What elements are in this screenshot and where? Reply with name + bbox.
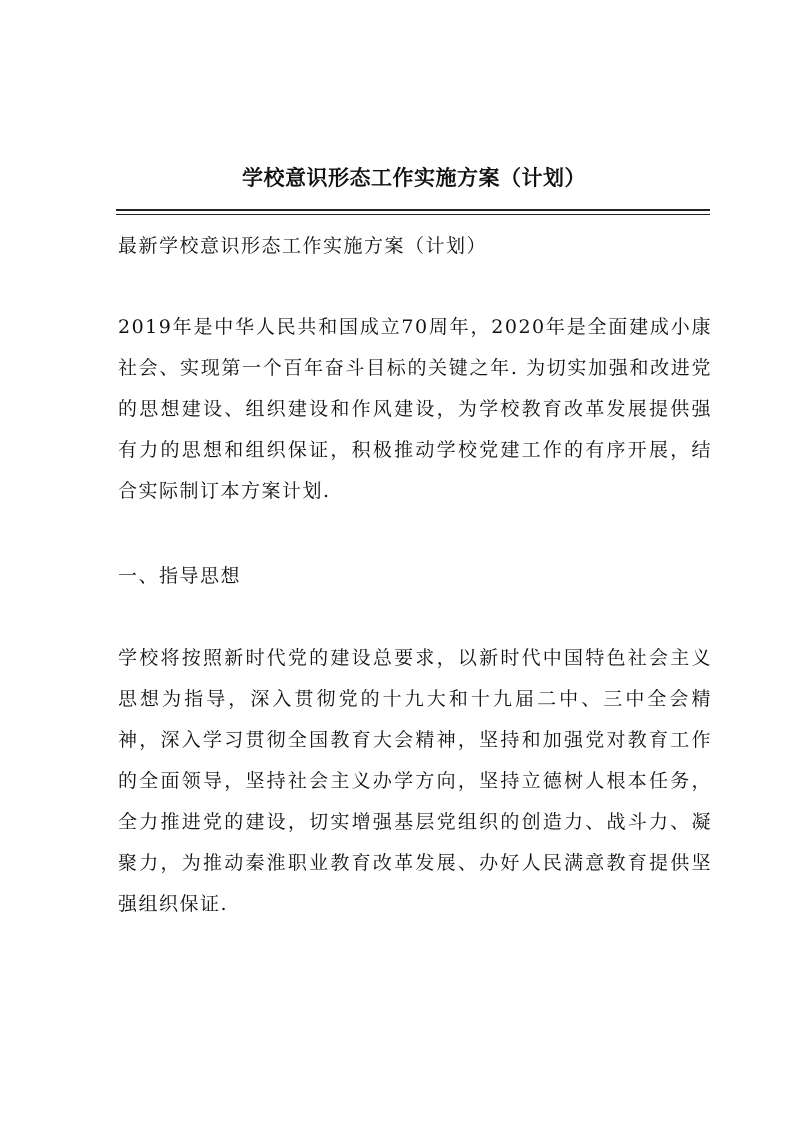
- document-subtitle: 最新学校意识形态工作实施方案（计划）: [118, 235, 488, 257]
- section-heading-guiding-ideology: 一、指导思想: [118, 565, 242, 587]
- intro-paragraph: 2019年是中华人民共和国成立70周年，2020年是全面建成小康社会、实现第一个百年奋斗目标的关键之年. 为切实加强和改进党的思想建设、组织建设和作风建设，为学校教育改革发展提供强有力的思想和组织保证，积极推动学校党建工作的有序开展，结合实际制订本方案计划.: [118, 316, 712, 502]
- document-title: 学校意识形态工作实施方案（计划）: [242, 165, 586, 190]
- title-divider: [116, 209, 710, 211]
- guiding-ideology-paragraph: 学校将按照新时代党的建设总要求，以新时代中国特色社会主义思想为指导，深入贯彻党的十九大和十九届二中、三中全会精神，深入学习贯彻全国教育大会精神，坚持和加强党对教育工作的全面领导，坚持社会主义办学方向，坚持立德树人根本任务，全力推进党的建设，切实增强基层党组织的创造力、战斗力、凝聚力，为推动秦淮职业教育改革发展、办好人民满意教育提供坚强组织保证.: [118, 647, 712, 915]
- title-divider-thin: [116, 214, 710, 215]
